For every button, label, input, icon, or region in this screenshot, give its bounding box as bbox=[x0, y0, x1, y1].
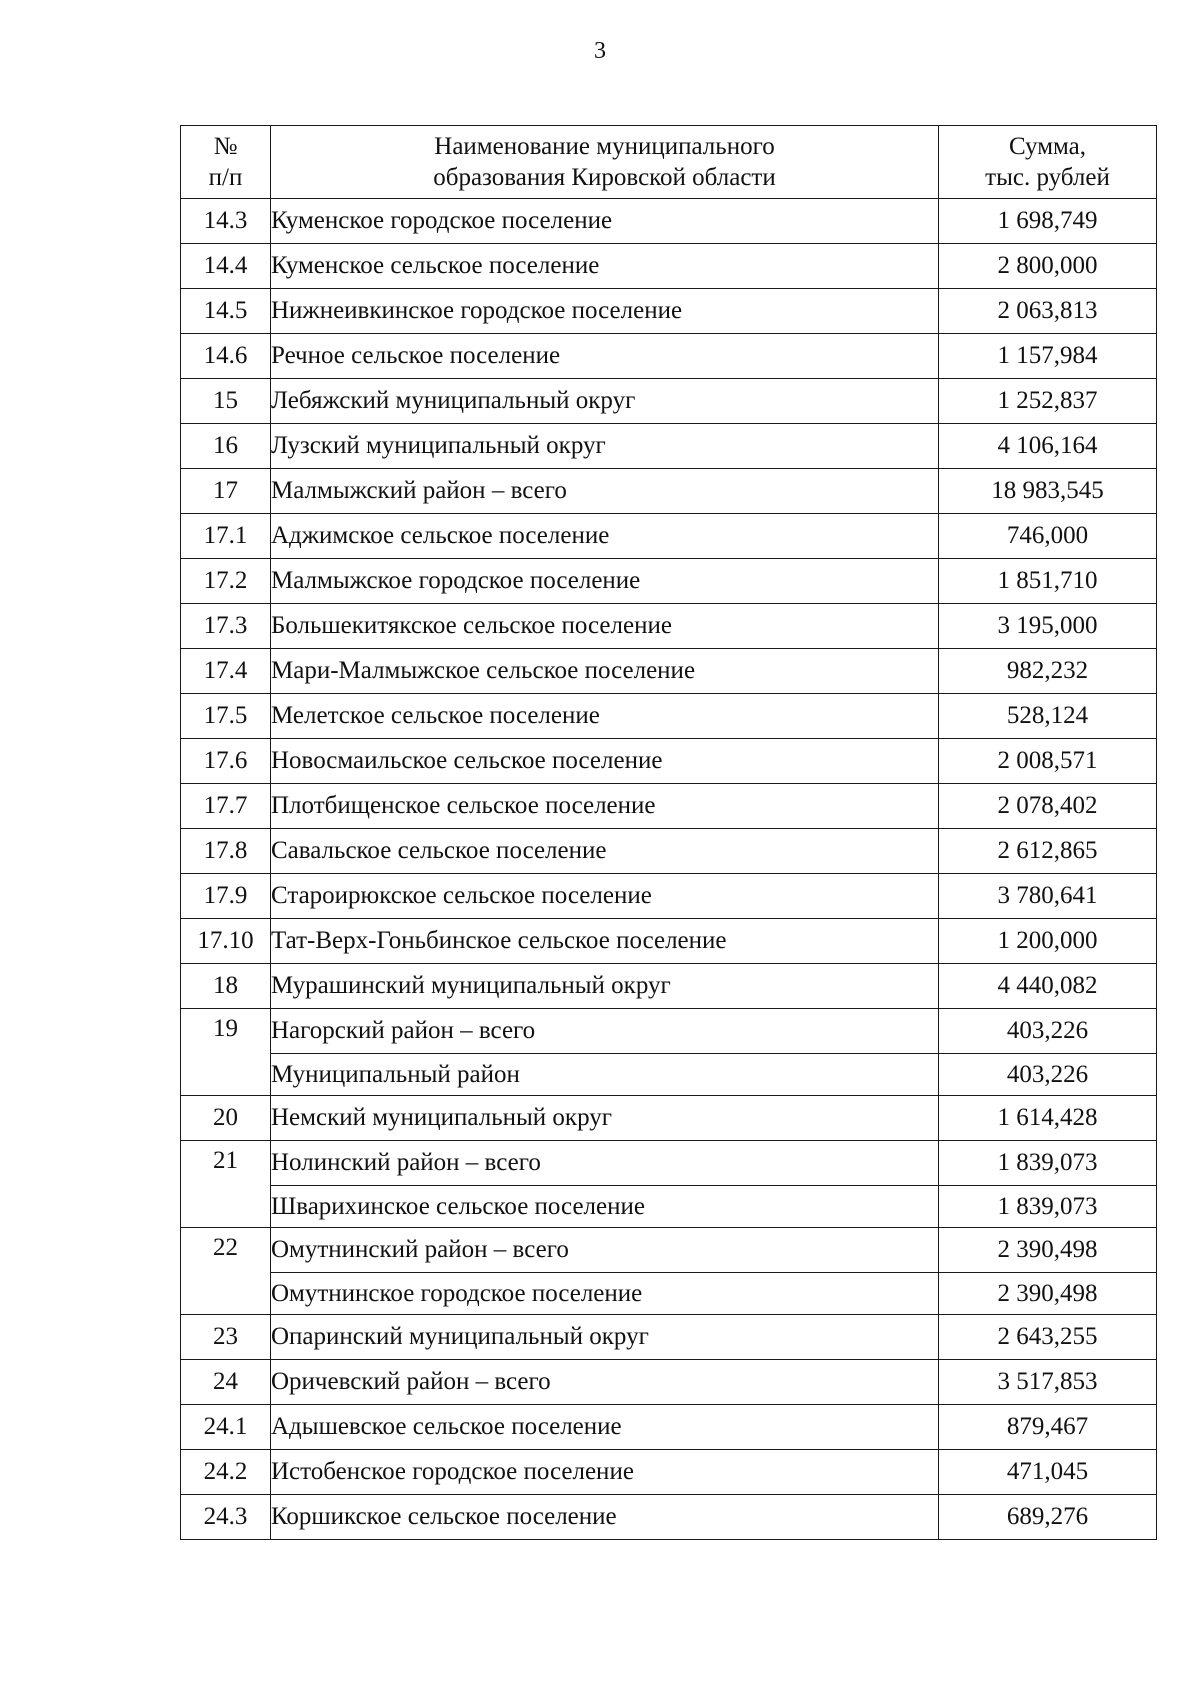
row-name: Куменское сельское поселение bbox=[271, 244, 939, 289]
row-name: Истобенское городское поселение bbox=[271, 1450, 939, 1495]
row-sum: 2 390,498 bbox=[939, 1228, 1157, 1273]
table-row bbox=[181, 514, 1157, 559]
row-name: Малмыжский район – всего bbox=[271, 469, 939, 514]
row-name: Новосмаильское сельское поселение bbox=[271, 739, 939, 784]
table-row bbox=[181, 1360, 1157, 1405]
row-name: Савальское сельское поселение bbox=[271, 829, 939, 874]
row-sum: 3 780,641 bbox=[939, 874, 1157, 919]
table-row bbox=[181, 379, 1157, 424]
row-sum: 1 839,073 bbox=[939, 1186, 1157, 1228]
row-number: 17.4 bbox=[181, 649, 271, 694]
row-number: 17.6 bbox=[181, 739, 271, 784]
row-name: Мурашинский муниципальный округ bbox=[271, 964, 939, 1009]
table-row bbox=[181, 334, 1157, 379]
row-number: 17 bbox=[181, 469, 271, 514]
row-sum: 2 390,498 bbox=[939, 1273, 1157, 1315]
row-number: 24.1 bbox=[181, 1405, 271, 1450]
row-name: Немский муниципальный округ bbox=[271, 1096, 939, 1141]
row-name: Муниципальный район bbox=[271, 1054, 939, 1096]
row-name: Омутнинское городское поселение bbox=[271, 1273, 939, 1315]
row-sum: 3 195,000 bbox=[939, 604, 1157, 649]
row-number: 17.1 bbox=[181, 514, 271, 559]
row-name: Лузский муниципальный округ bbox=[271, 424, 939, 469]
table-row bbox=[181, 424, 1157, 469]
row-number: 15 bbox=[181, 379, 271, 424]
row-name: Опаринский муниципальный округ bbox=[271, 1315, 939, 1360]
row-name: Мелетское сельское поселение bbox=[271, 694, 939, 739]
table-row bbox=[181, 1096, 1157, 1141]
row-name: Тат-Верх-Гоньбинское сельское поселение bbox=[271, 919, 939, 964]
table-row bbox=[181, 1273, 1157, 1315]
row-sum: 2 643,255 bbox=[939, 1315, 1157, 1360]
header-sum-line1: Сумма, bbox=[1008, 132, 1087, 160]
row-sum: 403,226 bbox=[939, 1054, 1157, 1096]
row-number: 14.5 bbox=[181, 289, 271, 334]
table-row bbox=[181, 604, 1157, 649]
row-number: 24 bbox=[181, 1360, 271, 1405]
table-row bbox=[181, 1315, 1157, 1360]
row-sum: 2 078,402 bbox=[939, 784, 1157, 829]
table-row bbox=[181, 1141, 1157, 1186]
row-sum: 528,124 bbox=[939, 694, 1157, 739]
row-sum: 1 614,428 bbox=[939, 1096, 1157, 1141]
row-number: 17.3 bbox=[181, 604, 271, 649]
table-row bbox=[181, 649, 1157, 694]
page-number: 3 bbox=[594, 38, 606, 64]
row-name: Плотбищенское сельское поселение bbox=[271, 784, 939, 829]
row-number: 17.5 bbox=[181, 694, 271, 739]
table-row bbox=[181, 964, 1157, 1009]
row-number: 24.3 bbox=[181, 1495, 271, 1540]
row-sum: 746,000 bbox=[939, 514, 1157, 559]
table-row bbox=[181, 874, 1157, 919]
row-sum: 1 157,984 bbox=[939, 334, 1157, 379]
row-number: 17.10 bbox=[181, 919, 271, 964]
header-sum-line2: тыс. рублей bbox=[985, 164, 1110, 191]
row-number: 14.3 bbox=[181, 199, 271, 244]
table-row bbox=[181, 469, 1157, 514]
table-row bbox=[181, 244, 1157, 289]
row-number: 21 bbox=[181, 1141, 271, 1228]
row-number: 17.8 bbox=[181, 829, 271, 874]
header-sum bbox=[939, 126, 1157, 199]
table-row bbox=[181, 199, 1157, 244]
row-number: 19 bbox=[181, 1009, 271, 1096]
row-name: Куменское городское поселение bbox=[271, 199, 939, 244]
row-sum: 1 839,073 bbox=[939, 1141, 1157, 1186]
row-name: Адышевское сельское поселение bbox=[271, 1405, 939, 1450]
row-sum: 4 440,082 bbox=[939, 964, 1157, 1009]
row-sum: 1 851,710 bbox=[939, 559, 1157, 604]
table-row bbox=[181, 919, 1157, 964]
row-number: 17.7 bbox=[181, 784, 271, 829]
row-sum: 2 063,813 bbox=[939, 289, 1157, 334]
row-sum: 18 983,545 bbox=[939, 469, 1157, 514]
row-number: 17.9 bbox=[181, 874, 271, 919]
header-name-line2: образования Кировской области bbox=[433, 164, 776, 191]
row-sum: 471,045 bbox=[939, 1450, 1157, 1495]
row-name: Нижнеивкинское городское поселение bbox=[271, 289, 939, 334]
header-number-line2: п/п bbox=[208, 164, 243, 191]
row-sum: 689,276 bbox=[939, 1495, 1157, 1540]
table-row bbox=[181, 739, 1157, 784]
row-sum: 879,467 bbox=[939, 1405, 1157, 1450]
table-row bbox=[181, 1009, 1157, 1054]
table-row bbox=[181, 784, 1157, 829]
row-name: Шварихинское сельское поселение bbox=[271, 1186, 939, 1228]
header-number-line1: № bbox=[213, 132, 238, 160]
row-sum: 1 698,749 bbox=[939, 199, 1157, 244]
row-number: 16 bbox=[181, 424, 271, 469]
row-sum: 403,226 bbox=[939, 1009, 1157, 1054]
header-number bbox=[181, 126, 271, 199]
row-number: 23 bbox=[181, 1315, 271, 1360]
header-name-line1: Наименование муниципального bbox=[434, 132, 775, 160]
row-name: Омутнинский район – всего bbox=[271, 1228, 939, 1273]
row-name: Староирюкское сельское поселение bbox=[271, 874, 939, 919]
row-number: 22 bbox=[181, 1228, 271, 1315]
table-body bbox=[181, 199, 1157, 1540]
row-sum: 2 008,571 bbox=[939, 739, 1157, 784]
row-name: Коршикское сельское поселение bbox=[271, 1495, 939, 1540]
row-name: Оричевский район – всего bbox=[271, 1360, 939, 1405]
table-row bbox=[181, 694, 1157, 739]
table-row bbox=[181, 1450, 1157, 1495]
row-sum: 4 106,164 bbox=[939, 424, 1157, 469]
table-row bbox=[181, 1186, 1157, 1228]
row-name: Лебяжский муниципальный округ bbox=[271, 379, 939, 424]
row-number: 17.2 bbox=[181, 559, 271, 604]
row-name: Аджимское сельское поселение bbox=[271, 514, 939, 559]
table-row bbox=[181, 1405, 1157, 1450]
row-name: Речное сельское поселение bbox=[271, 334, 939, 379]
table-row bbox=[181, 559, 1157, 604]
table-row bbox=[181, 1495, 1157, 1540]
row-sum: 982,232 bbox=[939, 649, 1157, 694]
table-header-row bbox=[181, 126, 1157, 199]
budget-table bbox=[180, 125, 1157, 1540]
row-number: 24.2 bbox=[181, 1450, 271, 1495]
table-row bbox=[181, 1054, 1157, 1096]
row-name: Малмыжское городское поселение bbox=[271, 559, 939, 604]
row-sum: 2 800,000 bbox=[939, 244, 1157, 289]
row-number: 18 bbox=[181, 964, 271, 1009]
row-sum: 1 200,000 bbox=[939, 919, 1157, 964]
table-row bbox=[181, 1228, 1157, 1273]
row-name: Большекитякское сельское поселение bbox=[271, 604, 939, 649]
table-row bbox=[181, 289, 1157, 334]
header-name bbox=[271, 126, 939, 199]
row-number: 14.6 bbox=[181, 334, 271, 379]
row-name: Нолинский район – всего bbox=[271, 1141, 939, 1186]
row-number: 14.4 bbox=[181, 244, 271, 289]
table-row bbox=[181, 829, 1157, 874]
row-number: 20 bbox=[181, 1096, 271, 1141]
row-name: Нагорский район – всего bbox=[271, 1009, 939, 1054]
row-sum: 2 612,865 bbox=[939, 829, 1157, 874]
row-sum: 3 517,853 bbox=[939, 1360, 1157, 1405]
row-sum: 1 252,837 bbox=[939, 379, 1157, 424]
row-name: Мари-Малмыжское сельское поселение bbox=[271, 649, 939, 694]
